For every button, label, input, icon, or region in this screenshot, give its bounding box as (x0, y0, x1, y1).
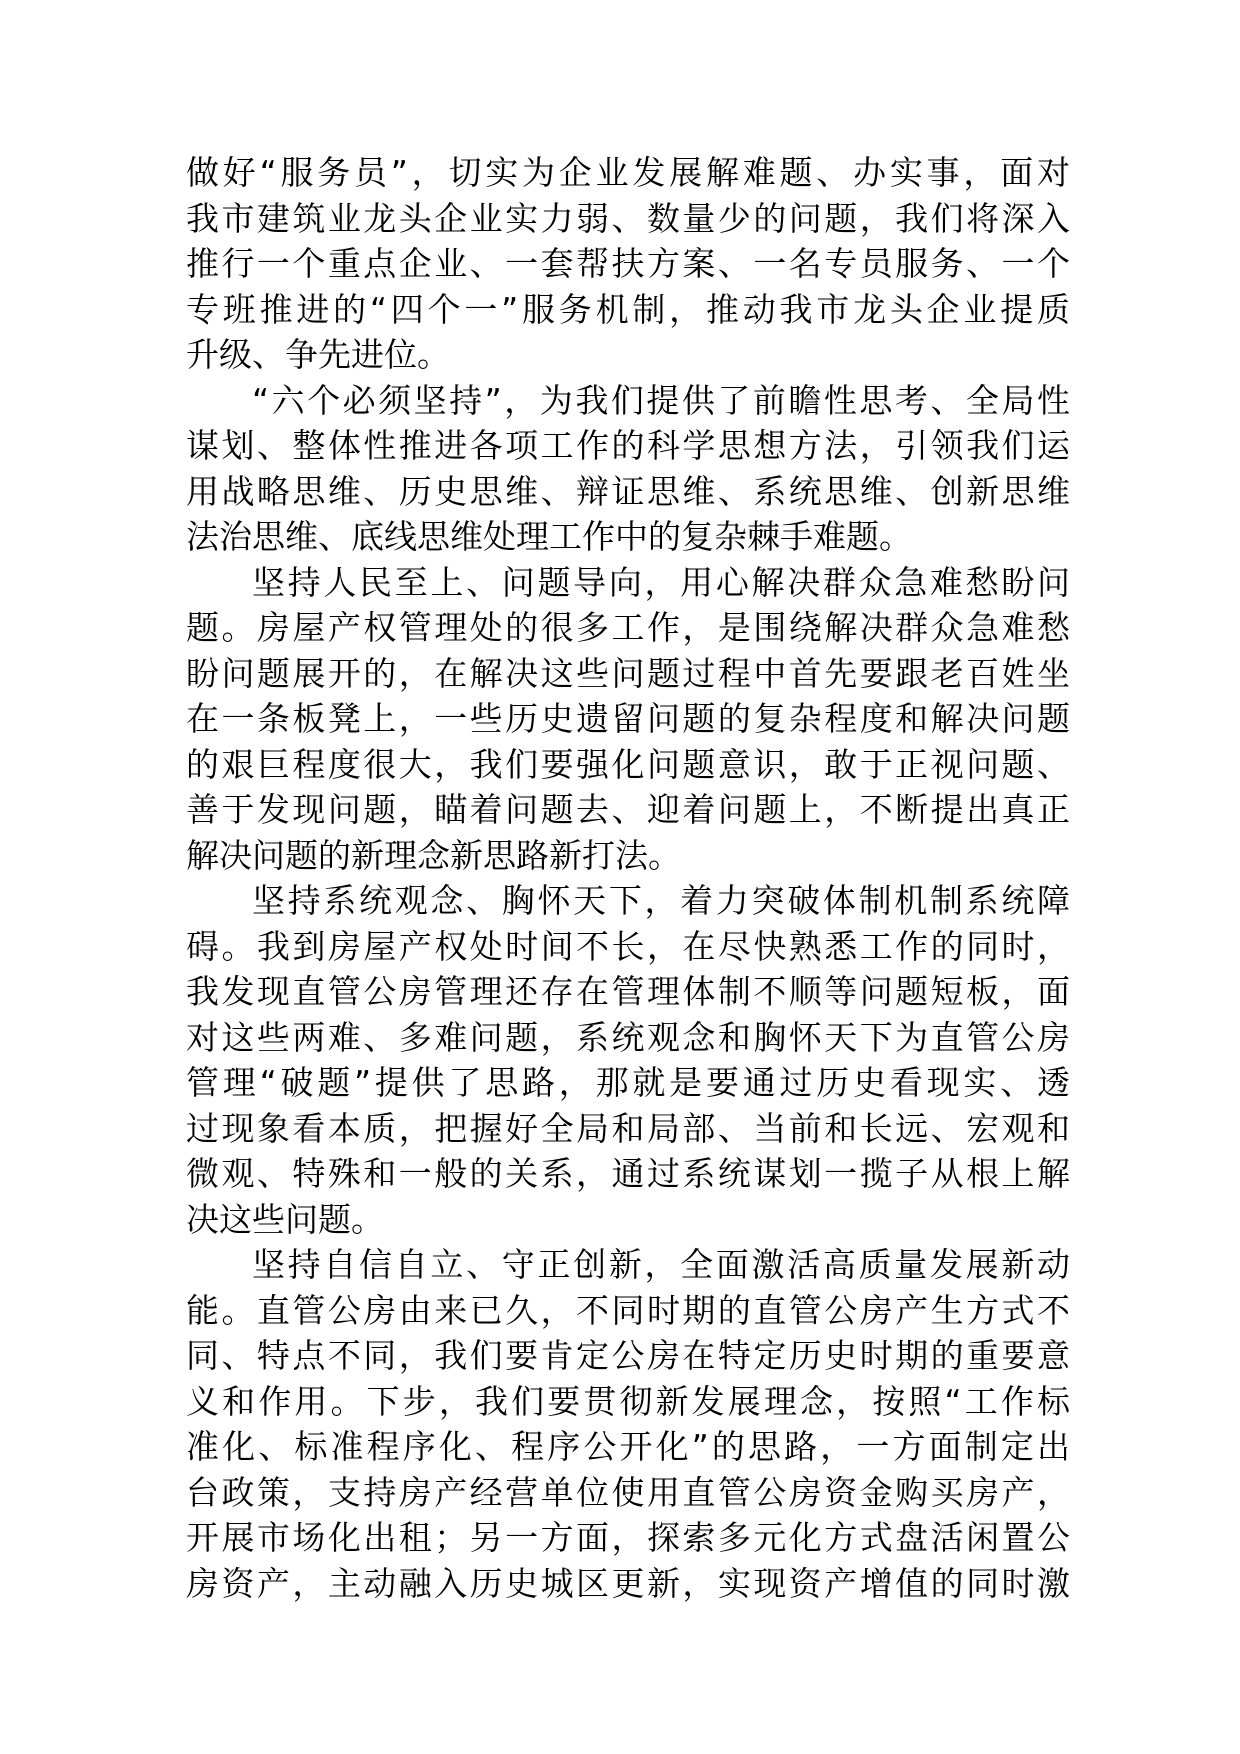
text-line: 决这些问题。 (186, 1199, 384, 1239)
paragraph-4 (186, 878, 1070, 1242)
paragraph-1 (186, 150, 1070, 378)
text-line: 义和作用。下步，我们要贯彻新发展理念，按照“工作标 (186, 1381, 1070, 1421)
paragraph-5 (186, 1242, 1070, 1606)
text-line: 用战略思维、历史思维、辩证思维、系统思维、创新思维 (186, 471, 1070, 511)
text-line: 微观、特殊和一般的关系，通过系统谋划一揽子从根上解 (186, 1154, 1070, 1193)
text-line: 碍。我到房屋产权处时间不长，在尽快熟悉工作的同时， (186, 926, 1070, 966)
text-line: 题。房屋产权管理处的很多工作，是围绕解决群众急难愁 (186, 608, 1070, 647)
text-line: 升级、争先进位。 (186, 335, 450, 374)
text-line: 坚持自信自立、守正创新，全面激活高质量发展新动 (252, 1245, 1070, 1284)
paragraph-2 (186, 378, 1070, 560)
text-line: 开展市场化出租；另一方面，探索多元化方式盘活闲置公 (186, 1518, 1070, 1557)
document-body (186, 150, 1070, 1606)
text-line: 推行一个重点企业、一套帮扶方案、一名专员服务、一个 (186, 244, 1070, 283)
text-line: 法治思维、底线思维处理工作中的复杂棘手难题。 (186, 517, 912, 556)
text-line: 台政策，支持房产经营单位使用直管公房资金购买房产， (186, 1472, 1070, 1512)
text-line: 我发现直管公房管理还存在管理体制不顺等问题短板，面 (186, 972, 1070, 1011)
text-line: 专班推进的“四个一”服务机制，推动我市龙头企业提质 (186, 289, 1070, 329)
text-line: 房资产，主动融入历史城区更新，实现资产增值的同时激 (186, 1563, 1070, 1603)
text-line: 在一条板凳上，一些历史遗留问题的复杂程度和解决问题 (186, 699, 1070, 738)
text-line: 我市建筑业龙头企业实力弱、数量少的问题，我们将深入 (186, 198, 1070, 238)
text-line: 管理“破题”提供了思路，那就是要通过历史看现实、透 (186, 1063, 1070, 1102)
text-line: 谋划、整体性推进各项工作的科学思想方法，引领我们运 (186, 426, 1070, 465)
text-line: 坚持系统观念、胸怀天下，着力突破体制机制系统障 (252, 881, 1070, 920)
text-line: 同、特点不同，我们要肯定公房在特定历史时期的重要意 (186, 1336, 1070, 1375)
text-line: 做好“服务员”，切实为企业发展解难题、办实事，面对 (186, 153, 1070, 192)
text-line: 的艰巨程度很大，我们要强化问题意识，敢于正视问题、 (186, 744, 1070, 784)
text-line: 准化、标准程序化、程序公开化”的思路，一方面制定出 (186, 1427, 1070, 1466)
text-line: 对这些两难、多难问题，系统观念和胸怀天下为直管公房 (186, 1017, 1070, 1057)
text-line: 解决问题的新理念新思路新打法。 (186, 835, 681, 875)
text-line: 能。直管公房由来已久，不同时期的直管公房产生方式不 (186, 1290, 1070, 1330)
paragraph-3 (186, 560, 1070, 879)
text-line: 坚持人民至上、问题导向，用心解决群众急难愁盼问 (252, 562, 1070, 602)
text-line: 盼问题展开的，在解决这些问题过程中首先要跟老百姓坐 (186, 653, 1070, 693)
text-line: 善于发现问题，瞄着问题去、迎着问题上，不断提出真正 (186, 790, 1070, 829)
text-line: 过现象看本质，把握好全局和局部、当前和长远、宏观和 (186, 1108, 1070, 1148)
text-line: “六个必须坚持”，为我们提供了前瞻性思考、全局性 (252, 380, 1070, 420)
